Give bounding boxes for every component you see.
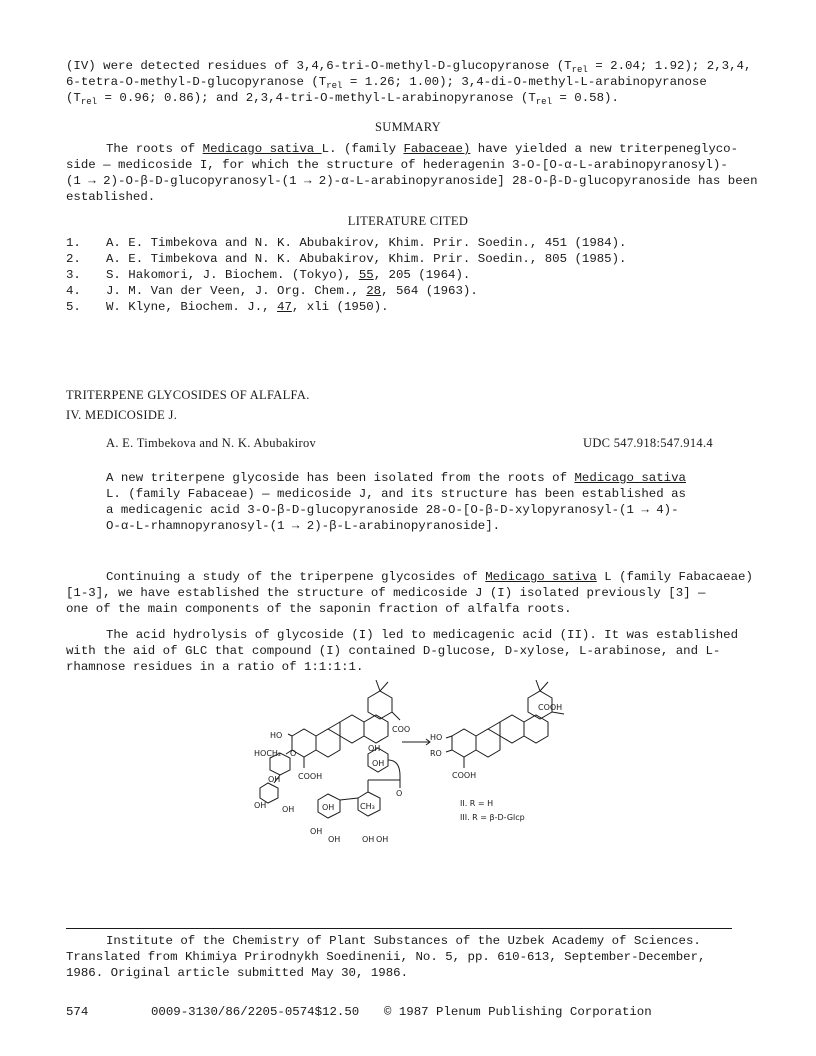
body-line: one of the main components of the saponin fraction of alfalfa roots. [66,602,572,616]
footnote-line-3: 1986. Original article submitted May 30, 1986. [66,966,409,980]
fig-label-oh: OH [282,805,295,814]
article-authors: A. E. Timbekova and N. K. Abubakirov [106,436,317,450]
reference-item: 4. J. M. Van der Veen, J. Org. Chem., 28, 564 (1963). [66,284,478,298]
fig-label-oh: OH [310,827,323,836]
summary-line-1: The roots of Medicago sativa L. (family Fabaceae) have yielded a new triterpeneglyco- [106,142,739,156]
footnote-line-1: Institute of the Chemistry of Plant Substances of the Uzbek Academy of Sciences. [106,934,701,948]
reference-item: 3. S. Hakomori, J. Biochem. (Tokyo), 55, 205 (1964). [66,268,471,282]
fig-label-coo: COO [392,725,411,734]
article-subtitle: IV. MEDICOSIDE J. [66,408,178,422]
reference-list [66,235,627,315]
fig-legend-ii: II. R = H [460,799,494,808]
fig-label-cooh-bottom: COOH [452,771,477,780]
article-code: 0009-3130/86/2205-0574$12.50 [151,1005,360,1019]
fig-label-ch3: CH₃ [360,802,375,811]
fig-label-o: O [396,789,403,798]
literature-cited-heading: LITERATURE CITED [347,214,469,228]
body-paragraph-2 [66,627,738,675]
fig-label-oh: OH [368,744,381,753]
abstract-paragraph [106,470,686,534]
body-line: rhamnose residues in a ratio of 1:1:1:1. [66,660,364,674]
udc-code: UDC 547.918:547.914.4 [583,436,713,450]
fig-label-cooh-left: COOH [298,772,323,781]
abstract-line-3: a medicagenic acid 3-O-β-D-glucopyranoside 28-O-[O-β-D-xylopyranosyl-(1 → 4)- [106,503,679,517]
fig-label-ro: RO [430,749,442,758]
summary-line-4: established. [66,190,156,204]
fig-label-ho-right: HO [430,733,443,742]
article-title: TRITERPENE GLYCOSIDES OF ALFALFA. [66,388,310,402]
fig-label-oh: OH [376,835,389,844]
abstract-line-4: O-α-L-rhamnopyranosyl-(1 → 2)-β-L-arabinopyranoside]. [106,519,501,533]
copyright: © 1987 Plenum Publishing Corporation [384,1005,652,1019]
footnote-rule [66,928,732,929]
body-line: The acid hydrolysis of glycoside (I) led to medicagenic acid (II). It was established [106,628,739,642]
summary-line-2: side — medicoside I, for which the structure of hederagenin 3-O-[O-α-L-arabinopyranosyl)- [66,158,728,172]
fig-label-oh: OH [322,803,335,812]
footnote [66,933,705,981]
intro-paragraph [66,58,751,106]
fig-label-cooh-top: COOH [538,703,563,712]
body-line: [1-3], we have established the structure of medicoside J (I) isolated previously [3] — [66,586,706,600]
fig-label-o: O [290,749,297,758]
fig-label-oh: OH [254,801,267,810]
body-paragraph-1 [66,569,753,617]
chemical-structure-figure [240,676,580,856]
summary-line-3: (1 → 2)-O-β-D-glucopyranosyl-(1 → 2)-α-L-arabinopyranoside] 28-O-β-D-glucopyranoside has been [66,174,758,188]
body-line: Continuing a study of the triperpene glycosides of Medicago sativa L (family Fabacaeae) [106,570,753,584]
reference-item: 5. W. Klyne, Biochem. J., 47, xli (1950). [66,300,389,314]
reference-item: 2. A. E. Timbekova and N. K. Abubakirov, Khim. Prir. Soedin., 805 (1985). [66,252,627,266]
fig-label-oh: OH [372,759,385,768]
fig-label-oh: OH [328,835,341,844]
intro-line-1: (IV) were detected residues of 3,4,6-tri-O-methyl-D-glucopyranose ($T_{rel} = 2.04$; 1.92); 2,3,4, [66,59,752,75]
summary-paragraph [66,141,758,205]
fig-label-oh: OH [362,835,375,844]
intro-line-2: 6-tetra-O-methyl-D-glucopyranose ($T_{rel} = 1.26$; 1.00); 3,4-di-O-methyl-L-arabinopyranose [66,75,707,91]
reference-item: 1. A. E. Timbekova and N. K. Abubakirov, Khim. Prir. Soedin., 451 (1984). [66,236,627,250]
right-skeleton [446,680,564,768]
summary-heading: SUMMARY [374,120,441,134]
abstract-line-2: L. (family Fabaceae) — medicoside J, and its structure has been established as [106,487,686,501]
fig-label-oh: OH [268,775,281,784]
footnote-line-2: Translated from Khimiya Prirodnykh Soedinenii, No. 5, pp. 610-613, September-December, [66,950,706,964]
fig-legend-iii: III. R = β-D-Glcp [460,813,525,822]
page-number: 574 [66,1005,89,1019]
body-line: with the aid of GLC that compound (I) contained D-glucose, D-xylose, L-arabinose, and L- [66,644,721,658]
fig-label-hoch2: HOCH₂ [254,749,282,758]
left-skeleton [286,680,400,768]
fig-label-ho-left: HO [270,731,283,740]
abstract-line-1: A new triterpene glycoside has been isolated from the roots of Medicago sativa [106,471,686,485]
intro-line-3: ($T_{rel} = 0.96$; 0.86); and 2,3,4-tri-O-methyl-L-arabinopyranose $(T_{rel} = 0.58)$. [66,91,619,107]
